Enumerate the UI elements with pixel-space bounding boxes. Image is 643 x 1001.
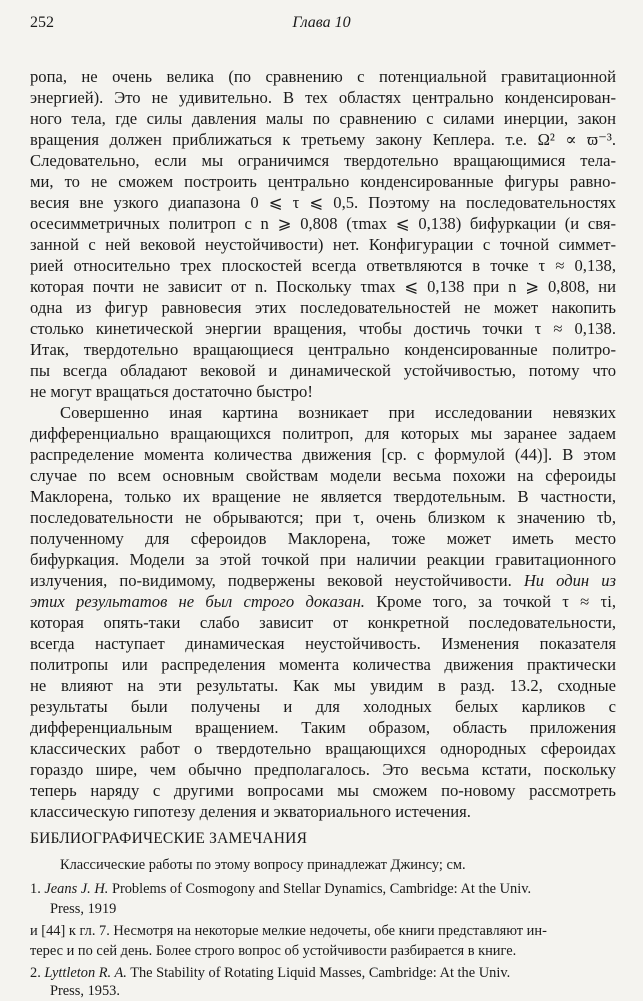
text-line: классических работ о твердотельно вращающихся однородных сфероидах [30, 739, 616, 758]
text-line: теперь наряду с другими вопросами мы сможем по-новому рассмотреть [30, 781, 616, 800]
text-line: занной с ней вековой неустойчивости) нет. Конфигурации с точной симмет- [30, 235, 616, 254]
bibliography-heading: БИБЛИОГРАФИЧЕСКИЕ ЗАМЕЧАНИЯ [30, 830, 308, 847]
running-header [30, 14, 613, 36]
text-line: энергией). Это не удивительно. В тех областях центрально конденсирован- [30, 88, 616, 107]
text-segment: излучения, по-видимому, подвержены вековой неустойчивости. [30, 571, 512, 590]
bibliography-note: терес и по сей день. Более строго вопрос об устойчивости разбирается в книге. [30, 943, 517, 959]
bibliography-intro: Классические работы по этому вопросу принадлежат Джинсу; см. [60, 857, 466, 873]
text-line: распределение момента количества движения [ср. с формулой (44)]. В этом [30, 445, 616, 464]
reference-continuation: Press, 1953. [50, 983, 120, 999]
text-line: гораздо шире, чем обычно предполагалось. Это весьма кстати, поскольку [30, 760, 616, 779]
text-line: результаты были получены и для холодных белых карликов с [30, 697, 616, 716]
text-segment: Кроме того, за точкой τ ≈ τi, [376, 592, 616, 611]
text-line: рией относительно трех плоскостей всегда ответвляются в точке τ ≈ 0,138, [30, 256, 616, 275]
text-line: весия вне узкого диапазона 0 ⩽ τ ⩽ 0,5. Поэтому на последовательностях [30, 193, 616, 212]
text-line: Следовательно, если мы ограничимся твердотельно вращающимися тела- [30, 151, 616, 170]
text-line: ми, то не сможем построить центрально конденсированные фигуры равно- [30, 172, 616, 191]
text-line: дифференциальным вращением. Таким образом, область приложения [30, 718, 616, 737]
text-line: ного тела, где силы давления малы по сравнению с силами инерции, закон [30, 109, 616, 128]
text-line: классическую гипотезу деления и экваториального истечения. [30, 802, 471, 821]
text-line [30, 591, 616, 612]
italic-phrase: Ни один из [523, 571, 616, 590]
reference-title: The Stability of Rotating Liquid Masses, Cambridge: At the Univ. [126, 965, 511, 981]
text-line: не влияют на эти результаты. Как мы увидим в разд. 13.2, сходные [30, 676, 616, 695]
text-line: последовательности не обрываются; при τ, очень близком к значению τb, [30, 508, 616, 527]
italic-phrase: этих результатов не был строго доказан. [30, 592, 365, 611]
text-line: дифференциально вращающихся политроп, для которых мы заранее задаем [30, 424, 616, 443]
text-line: осесимметричных политроп с n ⩾ 0,808 (τmax ⩽ 0,138) бифуркации (и свя- [30, 214, 616, 233]
bibliography-note: и [44] к гл. 7. Несмотря на некоторые мелкие недочеты, обе книги представляют ин- [30, 923, 547, 939]
text-line: политропы или распределения момента количества движения практически [30, 655, 616, 674]
reference-continuation: Press, 1919 [50, 901, 117, 917]
text-line: Маклорена, только их вращение не является твердотельным. В частности, [30, 487, 616, 506]
text-line: всегда наступает динамическая неустойчивость. Изменения показателя [30, 634, 616, 653]
text-line: бифуркация. Модели за этой точкой при наличии реакции гравитационного [30, 550, 616, 569]
text-line: одна из фигур равновесия этих последовательностей не может накопить [30, 298, 616, 317]
reference-author: Jeans J. H. [44, 881, 109, 897]
text-line: которая опять-таки слабо зависит от конкретной последовательности, [30, 613, 616, 632]
text-line [30, 570, 616, 591]
reference-number: 1. [30, 881, 41, 897]
reference-item [30, 880, 616, 899]
text-line: не могут вращаться достаточно быстро! [30, 382, 313, 401]
text-line: пы всегда обладают вековой и динамической устойчивостью, потому что [30, 361, 616, 380]
reference-item [30, 964, 616, 983]
text-line: ропа, не очень велика (по сравнению с потенциальной гравитационной [30, 67, 616, 86]
text-line: Совершенно иная картина возникает при исследовании невязких [60, 403, 616, 422]
text-line: Итак, твердотельно вращающиеся центрально конденсированные политро- [30, 340, 616, 359]
chapter-title: Глава 10 [292, 14, 351, 31]
text-line: вращения должен приближаться к третьему закону Кеплера. т.е. Ω² ∝ ϖ⁻³. [30, 130, 616, 149]
text-line: которая почти не зависит от n. Поскольку τmax ⩽ 0,138 при n ⩾ 0,808, ни [30, 277, 616, 296]
page-number: 252 [30, 14, 54, 31]
text-line: полученному для сфероидов Маклорена, тоже может иметь место [30, 529, 616, 548]
reference-author: Lyttleton R. A. [44, 965, 127, 981]
reference-title: Problems of Cosmogony and Stellar Dynamics, Cambridge: At the Univ. [108, 881, 532, 897]
text-line: случае по всем основным свойствам модели весьма похожи на сфероиды [30, 466, 616, 485]
reference-number: 2. [30, 965, 41, 981]
text-line: столько кинетической энергии вращения, чтобы достичь точки τ ≈ 0,138. [30, 319, 616, 338]
